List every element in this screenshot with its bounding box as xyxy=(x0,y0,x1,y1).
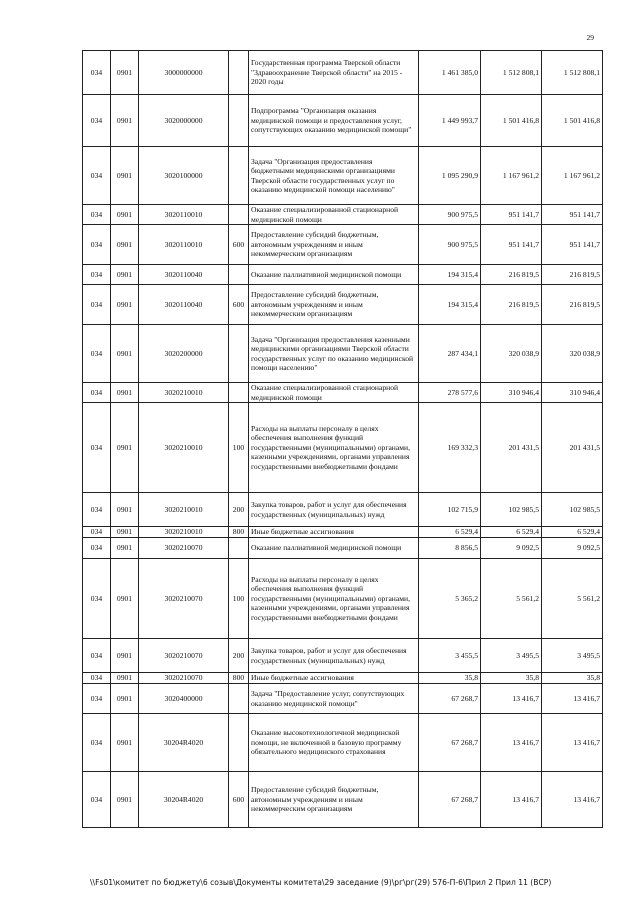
rz-cell: 0901 xyxy=(111,225,139,265)
amount-2020-cell: 310 946,4 xyxy=(481,383,542,403)
vr-cell: 200 xyxy=(229,639,249,673)
csr-cell: 3020210010 xyxy=(139,403,229,493)
ved-cell: 034 xyxy=(83,225,111,265)
vr-cell: 800 xyxy=(229,527,249,538)
name-cell: Закупка товаров, работ и услуг для обеспечения государственных (муниципальных) нужд xyxy=(249,639,419,673)
name-cell: Иные бюджетные ассигнования xyxy=(249,527,419,538)
vr-cell: 600 xyxy=(229,285,249,325)
vr-cell: 100 xyxy=(229,403,249,493)
rz-cell: 0901 xyxy=(111,493,139,527)
name-cell: Расходы на выплаты персоналу в целях обеспечения выполнения функций государственными (муниципальными) органами, казенными учреждениями, органами управления государственными внебюджетными фондами xyxy=(249,559,419,639)
rz-cell: 0901 xyxy=(111,559,139,639)
amount-2020-cell: 13 416,7 xyxy=(481,684,542,714)
amount-2019-cell: 900 975,5 xyxy=(419,225,481,265)
name-cell: Оказание специализированной стационарной медицинской помощи xyxy=(249,205,419,225)
ved-cell: 034 xyxy=(83,493,111,527)
csr-cell: 3020110010 xyxy=(139,205,229,225)
table-row xyxy=(83,95,603,147)
amount-2020-cell: 320 038,9 xyxy=(481,325,542,383)
ved-cell: 034 xyxy=(83,325,111,383)
rz-cell: 0901 xyxy=(111,772,139,828)
rz-cell: 0901 xyxy=(111,684,139,714)
name-cell: Подпрограмма "Организация оказания медицинской помощи и предоставления услуг, сопутствующих оказанию медицинской помощи" xyxy=(249,95,419,147)
amount-2021-cell: 13 416,7 xyxy=(542,684,603,714)
amount-2020-cell: 13 416,7 xyxy=(481,772,542,828)
table-row xyxy=(83,205,603,225)
amount-2019-cell: 102 715,9 xyxy=(419,493,481,527)
table-row xyxy=(83,527,603,538)
ved-cell: 034 xyxy=(83,639,111,673)
table-body xyxy=(83,51,603,828)
amount-2020-cell: 1 167 961,2 xyxy=(481,147,542,205)
name-cell: Расходы на выплаты персоналу в целях обеспечения выполнения функций государственными (муниципальными) органами, казенными учреждениями, органами управления государственными внебюджетными фондами xyxy=(249,403,419,493)
csr-cell: 3020110040 xyxy=(139,285,229,325)
ved-cell: 034 xyxy=(83,383,111,403)
name-cell: Предоставление субсидий бюджетным, автономным учреждениям и иным некоммерческим организациям xyxy=(249,772,419,828)
amount-2021-cell: 951 141,7 xyxy=(542,205,603,225)
vr-cell xyxy=(229,205,249,225)
table-row xyxy=(83,51,603,95)
amount-2021-cell: 1 512 808,1 xyxy=(542,51,603,95)
amount-2020-cell: 1 501 416,8 xyxy=(481,95,542,147)
amount-2019-cell: 194 315,4 xyxy=(419,265,481,285)
ved-cell: 034 xyxy=(83,95,111,147)
name-cell: Задача "Организация предоставления бюджетными медицинскими организациями Тверской области государственных услуг по оказанию медицинской помощи населению" xyxy=(249,147,419,205)
amount-2020-cell: 13 416,7 xyxy=(481,714,542,772)
amount-2021-cell: 216 819,5 xyxy=(542,265,603,285)
table-row xyxy=(83,538,603,559)
amount-2021-cell: 13 416,7 xyxy=(542,714,603,772)
rz-cell: 0901 xyxy=(111,538,139,559)
amount-2021-cell: 35,8 xyxy=(542,673,603,684)
rz-cell: 0901 xyxy=(111,285,139,325)
vr-cell xyxy=(229,538,249,559)
vr-cell xyxy=(229,265,249,285)
ved-cell: 034 xyxy=(83,51,111,95)
vr-cell xyxy=(229,325,249,383)
csr-cell: 30204R4020 xyxy=(139,714,229,772)
vr-cell: 100 xyxy=(229,559,249,639)
csr-cell: 3020210070 xyxy=(139,639,229,673)
ved-cell: 034 xyxy=(83,265,111,285)
ved-cell: 034 xyxy=(83,205,111,225)
ved-cell: 034 xyxy=(83,147,111,205)
name-cell: Предоставление субсидий бюджетным, автономным учреждениям и иным некоммерческим организациям xyxy=(249,225,419,265)
csr-cell: 3020400000 xyxy=(139,684,229,714)
name-cell: Оказание паллиативной медицинской помощи xyxy=(249,538,419,559)
amount-2020-cell: 6 529,4 xyxy=(481,527,542,538)
amount-2020-cell: 102 985,5 xyxy=(481,493,542,527)
rz-cell: 0901 xyxy=(111,95,139,147)
table-row xyxy=(83,403,603,493)
amount-2021-cell: 1 167 961,2 xyxy=(542,147,603,205)
ved-cell: 034 xyxy=(83,285,111,325)
amount-2019-cell: 5 365,2 xyxy=(419,559,481,639)
amount-2020-cell: 216 819,5 xyxy=(481,265,542,285)
vr-cell xyxy=(229,95,249,147)
vr-cell xyxy=(229,51,249,95)
vr-cell: 200 xyxy=(229,493,249,527)
amount-2019-cell: 67 268,7 xyxy=(419,714,481,772)
amount-2020-cell: 35,8 xyxy=(481,673,542,684)
table-row xyxy=(83,265,603,285)
amount-2021-cell: 951 141,7 xyxy=(542,225,603,265)
csr-cell: 3020210010 xyxy=(139,493,229,527)
amount-2020-cell: 9 092,5 xyxy=(481,538,542,559)
csr-cell: 3020210010 xyxy=(139,527,229,538)
vr-cell xyxy=(229,147,249,205)
ved-cell: 034 xyxy=(83,527,111,538)
ved-cell: 034 xyxy=(83,772,111,828)
page-number: 29 xyxy=(586,33,594,42)
amount-2021-cell: 9 092,5 xyxy=(542,538,603,559)
csr-cell: 3020210070 xyxy=(139,559,229,639)
csr-cell: 30204R4020 xyxy=(139,772,229,828)
name-cell: Государственная программа Тверской области "Здравоохранение Тверской области" на 2015 - 2020 годы xyxy=(249,51,419,95)
amount-2019-cell: 278 577,6 xyxy=(419,383,481,403)
amount-2019-cell: 194 315,4 xyxy=(419,285,481,325)
ved-cell: 034 xyxy=(83,559,111,639)
csr-cell: 3020000000 xyxy=(139,95,229,147)
name-cell: Задача "Предоставление услуг, сопутствующих оказанию медицинской помощи" xyxy=(249,684,419,714)
rz-cell: 0901 xyxy=(111,639,139,673)
name-cell: Закупка товаров, работ и услуг для обеспечения государственных (муниципальных) нужд xyxy=(249,493,419,527)
name-cell: Оказание специализированной стационарной медицинской помощи xyxy=(249,383,419,403)
rz-cell: 0901 xyxy=(111,325,139,383)
amount-2019-cell: 67 268,7 xyxy=(419,684,481,714)
amount-2020-cell: 1 512 808,1 xyxy=(481,51,542,95)
table-row xyxy=(83,225,603,265)
rz-cell: 0901 xyxy=(111,205,139,225)
amount-2019-cell: 169 332,3 xyxy=(419,403,481,493)
ved-cell: 034 xyxy=(83,714,111,772)
amount-2021-cell: 310 946,4 xyxy=(542,383,603,403)
csr-cell: 3020210010 xyxy=(139,383,229,403)
vr-cell xyxy=(229,714,249,772)
csr-cell: 3020110010 xyxy=(139,225,229,265)
amount-2021-cell: 1 501 416,8 xyxy=(542,95,603,147)
name-cell: Иные бюджетные ассигнования xyxy=(249,673,419,684)
amount-2021-cell: 102 985,5 xyxy=(542,493,603,527)
amount-2020-cell: 951 141,7 xyxy=(481,225,542,265)
table-row xyxy=(83,772,603,828)
amount-2019-cell: 1 449 993,7 xyxy=(419,95,481,147)
csr-cell: 3000000000 xyxy=(139,51,229,95)
ved-cell: 034 xyxy=(83,673,111,684)
amount-2021-cell: 216 819,5 xyxy=(542,285,603,325)
table-row xyxy=(83,559,603,639)
amount-2020-cell: 201 431,5 xyxy=(481,403,542,493)
rz-cell: 0901 xyxy=(111,383,139,403)
vr-cell xyxy=(229,383,249,403)
table-row xyxy=(83,684,603,714)
amount-2021-cell: 3 495,5 xyxy=(542,639,603,673)
amount-2021-cell: 6 529,4 xyxy=(542,527,603,538)
csr-cell: 3020210070 xyxy=(139,673,229,684)
csr-cell: 3020210070 xyxy=(139,538,229,559)
amount-2020-cell: 951 141,7 xyxy=(481,205,542,225)
amount-2019-cell: 35,8 xyxy=(419,673,481,684)
amount-2019-cell: 1 461 385,0 xyxy=(419,51,481,95)
table-row xyxy=(83,673,603,684)
rz-cell: 0901 xyxy=(111,403,139,493)
amount-2019-cell: 287 434,1 xyxy=(419,325,481,383)
footer-file-path: \\Fs01\комитет по бюджету\6 созыв\Документы комитета\29 заседание (9)\рг\рг(29) 576-П-6\Прил 2 Прил 11 (ВСР) xyxy=(90,878,552,887)
vr-cell xyxy=(229,684,249,714)
table-row xyxy=(83,147,603,205)
name-cell: Предоставление субсидий бюджетным, автономным учреждениям и иным некоммерческим организациям xyxy=(249,285,419,325)
name-cell: Оказание паллиативной медицинской помощи xyxy=(249,265,419,285)
rz-cell: 0901 xyxy=(111,673,139,684)
table-row xyxy=(83,325,603,383)
vr-cell: 800 xyxy=(229,673,249,684)
table-row xyxy=(83,714,603,772)
table-row xyxy=(83,639,603,673)
amount-2019-cell: 3 455,5 xyxy=(419,639,481,673)
name-cell: Оказание высокотехнологичной медицинской помощи, не включенной в базовую программу обязательного медицинского страхования xyxy=(249,714,419,772)
table-row xyxy=(83,493,603,527)
table-row xyxy=(83,383,603,403)
vr-cell: 600 xyxy=(229,225,249,265)
ved-cell: 034 xyxy=(83,403,111,493)
rz-cell: 0901 xyxy=(111,147,139,205)
amount-2019-cell: 1 095 290,9 xyxy=(419,147,481,205)
amount-2021-cell: 201 431,5 xyxy=(542,403,603,493)
amount-2021-cell: 13 416,7 xyxy=(542,772,603,828)
ved-cell: 034 xyxy=(83,538,111,559)
amount-2021-cell: 320 038,9 xyxy=(542,325,603,383)
amount-2020-cell: 5 561,2 xyxy=(481,559,542,639)
amount-2019-cell: 8 856,5 xyxy=(419,538,481,559)
ved-cell: 034 xyxy=(83,684,111,714)
budget-table xyxy=(82,50,603,828)
csr-cell: 3020200000 xyxy=(139,325,229,383)
amount-2019-cell: 6 529,4 xyxy=(419,527,481,538)
amount-2021-cell: 5 561,2 xyxy=(542,559,603,639)
amount-2020-cell: 216 819,5 xyxy=(481,285,542,325)
rz-cell: 0901 xyxy=(111,265,139,285)
rz-cell: 0901 xyxy=(111,714,139,772)
vr-cell: 600 xyxy=(229,772,249,828)
rz-cell: 0901 xyxy=(111,51,139,95)
amount-2020-cell: 3 495,5 xyxy=(481,639,542,673)
name-cell: Задача "Организация предоставления казенными медицинскими организациями Тверской области государственных услуг по оказанию медицинской помощи населению" xyxy=(249,325,419,383)
table-row xyxy=(83,285,603,325)
amount-2019-cell: 67 268,7 xyxy=(419,772,481,828)
amount-2019-cell: 900 975,5 xyxy=(419,205,481,225)
rz-cell: 0901 xyxy=(111,527,139,538)
csr-cell: 3020110040 xyxy=(139,265,229,285)
csr-cell: 3020100000 xyxy=(139,147,229,205)
